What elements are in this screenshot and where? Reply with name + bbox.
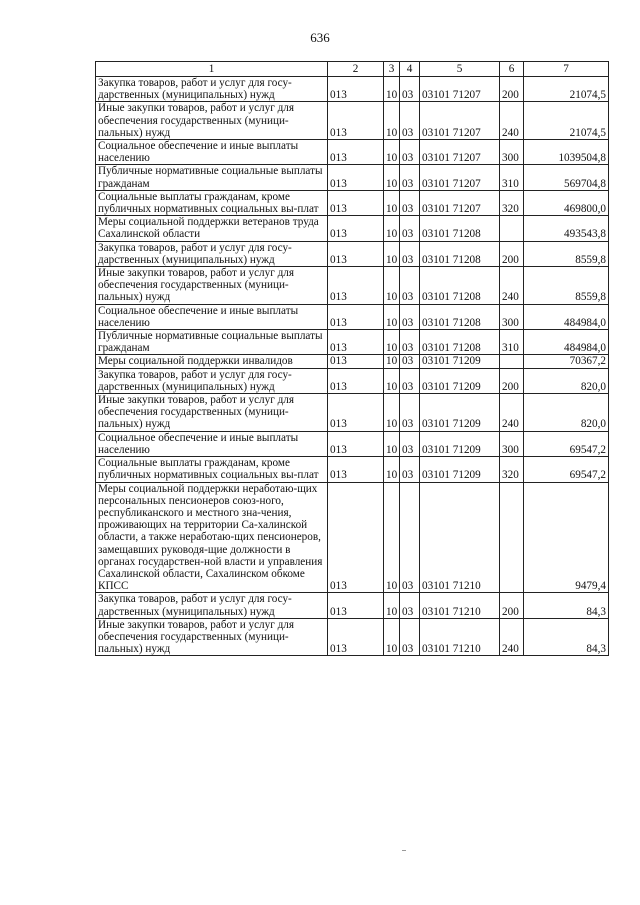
row-description: Закупка товаров, работ и услуг для госу-дарственных (муниципальных) нужд: [96, 77, 328, 102]
row-description: Иные закупки товаров, работ и услуг для обеспечения государственных (муници-пальных) нужд: [96, 267, 328, 305]
ministry-code: 013: [328, 593, 384, 618]
section-code: 10: [384, 457, 400, 482]
amount: 84,3: [524, 618, 609, 656]
section-code: 10: [384, 330, 400, 355]
ministry-code: 013: [328, 216, 384, 241]
target-article-code: 03101 71209: [420, 431, 500, 456]
ministry-code: 013: [328, 330, 384, 355]
expense-type-code: 310: [500, 165, 524, 190]
row-description: Меры социальной поддержки ветеранов труда Сахалинской области: [96, 216, 328, 241]
section-code: 10: [384, 431, 400, 456]
section-code: 10: [384, 355, 400, 368]
table-header-row: [96, 62, 609, 77]
subsection-code: 03: [400, 394, 420, 432]
section-code: 10: [384, 190, 400, 215]
section-code: 10: [384, 216, 400, 241]
section-code: 10: [384, 140, 400, 165]
subsection-code: 03: [400, 267, 420, 305]
subsection-code: 03: [400, 241, 420, 266]
section-code: 10: [384, 165, 400, 190]
section-code: 10: [384, 241, 400, 266]
ministry-code: 013: [328, 140, 384, 165]
expense-type-code: 240: [500, 618, 524, 656]
table-row: [96, 593, 609, 618]
column-header: 1: [96, 62, 328, 77]
row-description: Закупка товаров, работ и услуг для госу-дарственных (муниципальных) нужд: [96, 241, 328, 266]
expense-type-code: 300: [500, 140, 524, 165]
subsection-code: 03: [400, 618, 420, 656]
expense-type-code: [500, 355, 524, 368]
row-description: Социальное обеспечение и иные выплаты населению: [96, 304, 328, 329]
section-code: 10: [384, 593, 400, 618]
target-article-code: 03101 71210: [420, 618, 500, 656]
scan-artifact: [402, 850, 406, 851]
amount: 569704,8: [524, 165, 609, 190]
target-article-code: 03101 71209: [420, 355, 500, 368]
row-description: Социальные выплаты гражданам, кроме публичных нормативных социальных вы-плат: [96, 190, 328, 215]
subsection-code: 03: [400, 304, 420, 329]
section-code: 10: [384, 77, 400, 102]
row-description: Публичные нормативные социальные выплаты гражданам: [96, 330, 328, 355]
ministry-code: 013: [328, 241, 384, 266]
ministry-code: 013: [328, 304, 384, 329]
expense-type-code: 320: [500, 190, 524, 215]
ministry-code: 013: [328, 618, 384, 656]
subsection-code: 03: [400, 593, 420, 618]
target-article-code: 03101 71209: [420, 394, 500, 432]
column-header: 4: [400, 62, 420, 77]
table-row: [96, 330, 609, 355]
table-row: [96, 394, 609, 432]
table-row: [96, 190, 609, 215]
target-article-code: 03101 71209: [420, 457, 500, 482]
ministry-code: 013: [328, 355, 384, 368]
expense-type-code: 240: [500, 102, 524, 140]
subsection-code: 03: [400, 102, 420, 140]
row-description: Меры социальной поддержки неработаю-щих персональных пенсионеров союз-ного, республиканского и местного зна-чения, проживающих на территории Са-халинской области, а также неработаю-щих пенсионеров, замещавших руководя-щие должности в органах государствен-ной власти и управления Сахалинской области, Сахалинском обкоме КПСС: [96, 482, 328, 593]
amount: 69547,2: [524, 431, 609, 456]
expense-type-code: 320: [500, 457, 524, 482]
expense-type-code: 310: [500, 330, 524, 355]
target-article-code: 03101 71210: [420, 593, 500, 618]
ministry-code: 013: [328, 394, 384, 432]
expense-type-code: 300: [500, 431, 524, 456]
row-description: Закупка товаров, работ и услуг для госу-дарственных (муниципальных) нужд: [96, 368, 328, 393]
target-article-code: 03101 71208: [420, 241, 500, 266]
subsection-code: 03: [400, 457, 420, 482]
target-article-code: 03101 71209: [420, 368, 500, 393]
ministry-code: 013: [328, 368, 384, 393]
ministry-code: 013: [328, 267, 384, 305]
amount: 469800,0: [524, 190, 609, 215]
target-article-code: 03101 71207: [420, 140, 500, 165]
row-description: Социальное обеспечение и иные выплаты населению: [96, 140, 328, 165]
ministry-code: 013: [328, 457, 384, 482]
table-row: [96, 355, 609, 368]
page-number: 636: [310, 30, 330, 45]
subsection-code: 03: [400, 368, 420, 393]
subsection-code: 03: [400, 165, 420, 190]
subsection-code: 03: [400, 482, 420, 593]
ministry-code: 013: [328, 77, 384, 102]
section-code: 10: [384, 482, 400, 593]
subsection-code: 03: [400, 190, 420, 215]
amount: 493543,8: [524, 216, 609, 241]
ministry-code: 013: [328, 431, 384, 456]
table-row: [96, 368, 609, 393]
expense-type-code: [500, 482, 524, 593]
amount: 21074,5: [524, 77, 609, 102]
row-description: Иные закупки товаров, работ и услуг для обеспечения государственных (муници-пальных) нужд: [96, 394, 328, 432]
row-description: Социальное обеспечение и иные выплаты населению: [96, 431, 328, 456]
subsection-code: 03: [400, 355, 420, 368]
amount: 21074,5: [524, 102, 609, 140]
ministry-code: 013: [328, 102, 384, 140]
expense-type-code: 200: [500, 593, 524, 618]
amount: 484984,0: [524, 330, 609, 355]
target-article-code: 03101 71207: [420, 190, 500, 215]
table-row: [96, 216, 609, 241]
row-description: Закупка товаров, работ и услуг для госу-дарственных (муниципальных) нужд: [96, 593, 328, 618]
expense-type-code: [500, 216, 524, 241]
expense-type-code: 240: [500, 267, 524, 305]
row-description: Публичные нормативные социальные выплаты гражданам: [96, 165, 328, 190]
expense-type-code: 240: [500, 394, 524, 432]
target-article-code: 03101 71208: [420, 216, 500, 241]
row-description: Иные закупки товаров, работ и услуг для обеспечения государственных (муници-пальных) нужд: [96, 618, 328, 656]
subsection-code: 03: [400, 431, 420, 456]
table-row: [96, 457, 609, 482]
table-row: [96, 77, 609, 102]
column-header: 3: [384, 62, 400, 77]
target-article-code: 03101 71208: [420, 330, 500, 355]
ministry-code: 013: [328, 482, 384, 593]
table-row: [96, 482, 609, 593]
table-row: [96, 140, 609, 165]
expense-type-code: 200: [500, 77, 524, 102]
ministry-code: 013: [328, 190, 384, 215]
table-row: [96, 431, 609, 456]
column-header: 7: [524, 62, 609, 77]
subsection-code: 03: [400, 77, 420, 102]
table-row: [96, 102, 609, 140]
ministry-code: 013: [328, 165, 384, 190]
amount: 484984,0: [524, 304, 609, 329]
row-description: Меры социальной поддержки инвалидов: [96, 355, 328, 368]
expense-type-code: 200: [500, 241, 524, 266]
amount: 69547,2: [524, 457, 609, 482]
section-code: 10: [384, 102, 400, 140]
target-article-code: 03101 71208: [420, 304, 500, 329]
row-description: Иные закупки товаров, работ и услуг для обеспечения государственных (муници-пальных) нужд: [96, 102, 328, 140]
table-row: [96, 241, 609, 266]
table-row: [96, 267, 609, 305]
amount: 9479,4: [524, 482, 609, 593]
column-header: 6: [500, 62, 524, 77]
amount: 1039504,8: [524, 140, 609, 165]
section-code: 10: [384, 267, 400, 305]
row-description: Социальные выплаты гражданам, кроме публичных нормативных социальных вы-плат: [96, 457, 328, 482]
table-row: [96, 304, 609, 329]
amount: 84,3: [524, 593, 609, 618]
section-code: 10: [384, 394, 400, 432]
section-code: 10: [384, 618, 400, 656]
amount: 820,0: [524, 368, 609, 393]
target-article-code: 03101 71210: [420, 482, 500, 593]
expense-type-code: 200: [500, 368, 524, 393]
amount: 8559,8: [524, 241, 609, 266]
table-row: [96, 165, 609, 190]
section-code: 10: [384, 368, 400, 393]
expense-type-code: 300: [500, 304, 524, 329]
budget-table: [95, 61, 609, 656]
target-article-code: 03101 71207: [420, 165, 500, 190]
target-article-code: 03101 71207: [420, 102, 500, 140]
table-row: [96, 618, 609, 656]
column-header: 2: [328, 62, 384, 77]
section-code: 10: [384, 304, 400, 329]
table-body: [96, 77, 609, 656]
amount: 70367,2: [524, 355, 609, 368]
amount: 820,0: [524, 394, 609, 432]
subsection-code: 03: [400, 330, 420, 355]
subsection-code: 03: [400, 140, 420, 165]
target-article-code: 03101 71208: [420, 267, 500, 305]
column-header: 5: [420, 62, 500, 77]
amount: 8559,8: [524, 267, 609, 305]
subsection-code: 03: [400, 216, 420, 241]
target-article-code: 03101 71207: [420, 77, 500, 102]
